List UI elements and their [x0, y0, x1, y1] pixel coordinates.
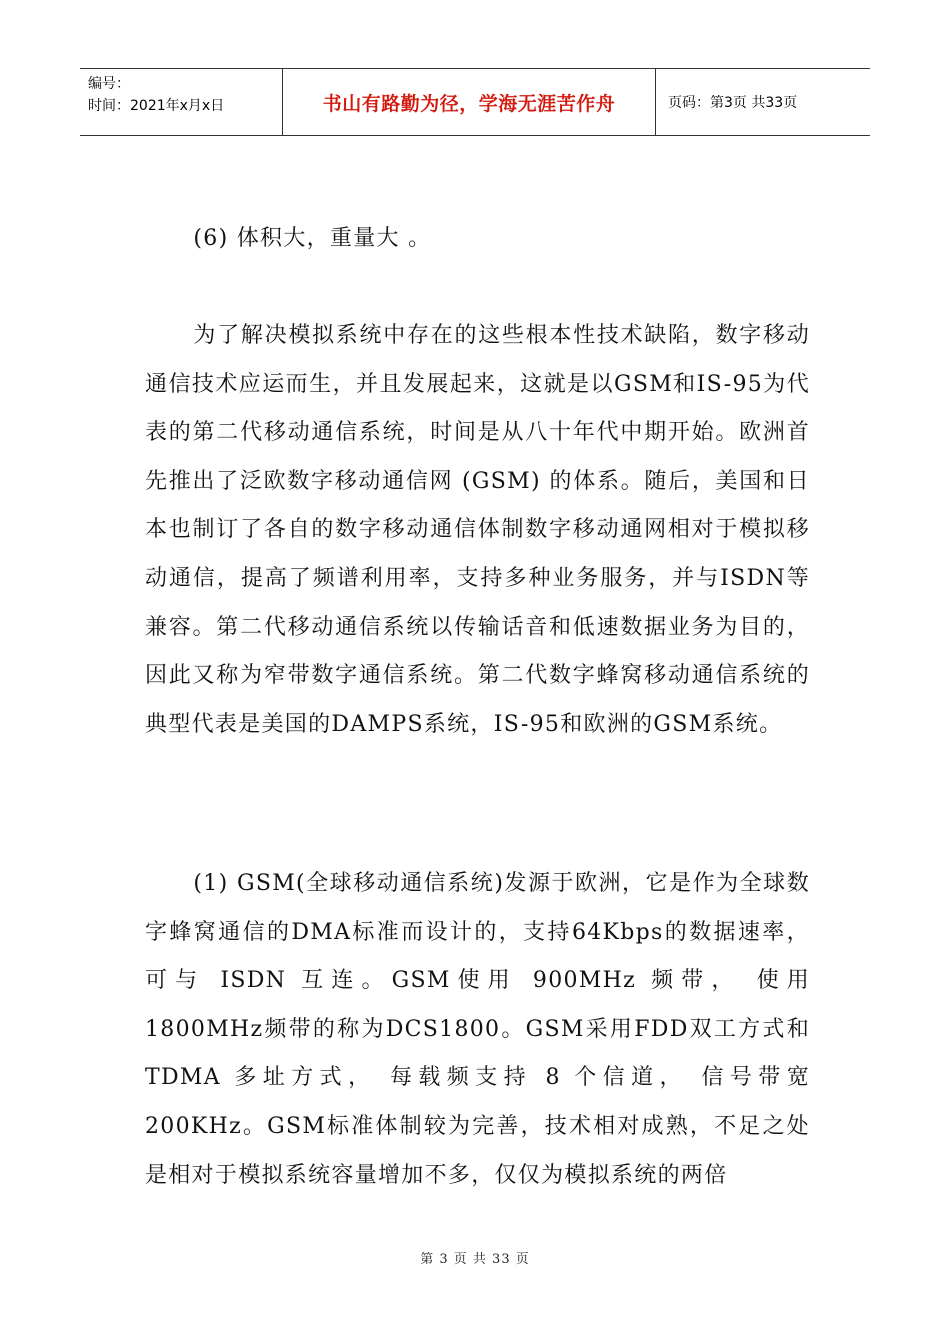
page-footer: 第 3 页 共 33 页: [420, 1252, 530, 1267]
header-page-code: 页码：第3页 共33页: [668, 95, 798, 111]
page-header: [80, 68, 870, 136]
paragraph-item-6: (6) 体积大，重量大 。: [193, 226, 432, 251]
document-time-label: 时间：2021年x月x日: [88, 98, 225, 114]
header-motto: 书山有路勤为径，学海无涯苦作舟: [282, 69, 656, 135]
paragraph-gsm-description: (1) GSM(全球移动通信系统)发源于欧洲，它是作为全球数字蜂窝通信的DMA标准而设计的，支持64Kbps的数据速率， 可与 ISDN 互连。GSM使用 900MHz 频带， 使用1800MHz频带的称为DCS1800。GSM采用FDD双工方式和TDMA 多址方式， 每载频支持 8 个信道， 信号带宽200KHz。GSM标准体制较为完善，技术相对成熟，不足之处是相对于模拟系统容量增加不多，仅仅为模拟系统的两倍: [145, 871, 810, 1188]
header-info-cell: [80, 69, 282, 135]
document-number-label: 编号：: [88, 76, 130, 92]
paragraph-second-generation-intro: 为了解决模拟系统中存在的这些根本性技术缺陷，数字移动通信技术应运而生，并且发展起来，这就是以GSM和IS-95为代表的第二代移动通信系统，时间是从八十年代中期开始。欧洲首先推出了泛欧数字移动通信网 (GSM) 的体系。随后，美国和日本也制订了各自的数字移动通信体制数字移动通网相对于模拟移动通信，提高了频谱利用率，支持多种业务服务，并与ISDN等兼容。第二代移动通信系统以传输话音和低速数据业务为目的，因此又称为窄带数字通信系统。第二代数字蜂窝移动通信系统的典型代表是美国的DAMPS系统，IS-95和欧洲的GSM系统。: [145, 323, 810, 737]
